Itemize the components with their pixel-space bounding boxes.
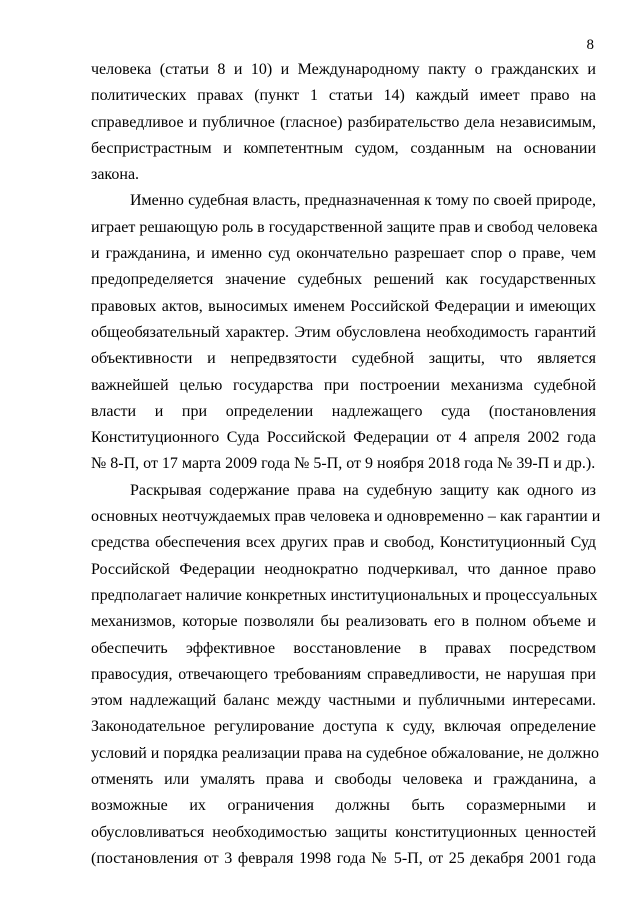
text-line: механизмов, которые позволяли бы реализовать его в полном объеме и bbox=[91, 613, 596, 631]
text-line: человека (статьи 8 и 10) и Международному пакту о гражданских и bbox=[91, 61, 596, 78]
text-line: № 8-П, от 17 марта 2009 года № 5-П, от 9 ноября 2018 года № 39-П и др.). bbox=[91, 455, 596, 473]
text-line: Именно судебная власть, предназначенная к тому по своей природе, bbox=[130, 192, 596, 210]
text-line: этом надлежащий баланс между частными и публичными интересами. bbox=[91, 692, 596, 710]
text-line: (постановления от 3 февраля 1998 года № 5-П, от 25 декабря 2001 года bbox=[91, 849, 596, 867]
text-line: правосудия, отвечающего требованиям справедливости, не нарушая при bbox=[91, 665, 596, 683]
text-line: общеобязательный характер. Этим обусловлена необходимость гарантий bbox=[91, 323, 596, 341]
text-line: предопределяется значение судебных решений как государственных bbox=[91, 271, 596, 289]
text-line: возможные их ограничения должны быть соразмерными и bbox=[91, 797, 596, 815]
text-line: предполагает наличие конкретных институциональных и процессуальных bbox=[91, 586, 598, 604]
text-line: условий и порядка реализации права на судебное обжалование, не должно bbox=[91, 744, 600, 762]
text-line: Конституционного Суда Российской Федерации от 4 апреля 2002 года bbox=[91, 429, 596, 447]
text-line: Законодательное регулирование доступа к суду, включая определение bbox=[91, 718, 596, 736]
text-line: отменять или умалять права и свободы человека и гражданина, а bbox=[91, 771, 596, 789]
text-line: политических правах (пункт 1 статьи 14) каждый имеет право на bbox=[91, 87, 596, 105]
text-line: основных неотчуждаемых прав человека и одновременно – как гарантии и bbox=[91, 508, 601, 526]
text-line: власти и при определении надлежащего суда (постановления bbox=[91, 402, 596, 420]
paragraph-1 bbox=[91, 57, 596, 188]
text-line: обусловливаться необходимостью защиты конституционных ценностей bbox=[91, 823, 596, 841]
text-line: обеспечить эффективное восстановление в правах посредством bbox=[91, 639, 596, 657]
paragraph-3 bbox=[91, 478, 601, 872]
text-line: Раскрывая содержание права на судебную защиту как одного из bbox=[130, 481, 596, 499]
text-line: Российской Федерации неоднократно подчеркивал, что данное право bbox=[91, 560, 596, 578]
text-line: средства обеспечения всех других прав и свобод, Конституционный Суд bbox=[91, 534, 596, 552]
text-line: беспристрастным и компетентным судом, созданным на основании bbox=[91, 139, 596, 157]
paragraph-2 bbox=[91, 188, 596, 477]
text-line: правовых актов, выносимых именем Российской Федерации и имеющих bbox=[91, 297, 596, 315]
text-line: играет решающую роль в государственной защите прав и свобод человека bbox=[91, 218, 598, 236]
text-line: закона. bbox=[91, 166, 140, 184]
page-number: 8 bbox=[586, 37, 594, 53]
text-line: справедливое и публичное (гласное) разбирательство дела независимым, bbox=[91, 113, 596, 131]
text-line: важнейшей целью государства при построении механизма судебной bbox=[91, 376, 596, 394]
body-text bbox=[91, 57, 601, 872]
text-line: объективности и непредвзятости судебной защиты, что является bbox=[91, 350, 596, 368]
text-line: и гражданина, и именно суд окончательно разрешает спор о праве, чем bbox=[91, 245, 596, 263]
